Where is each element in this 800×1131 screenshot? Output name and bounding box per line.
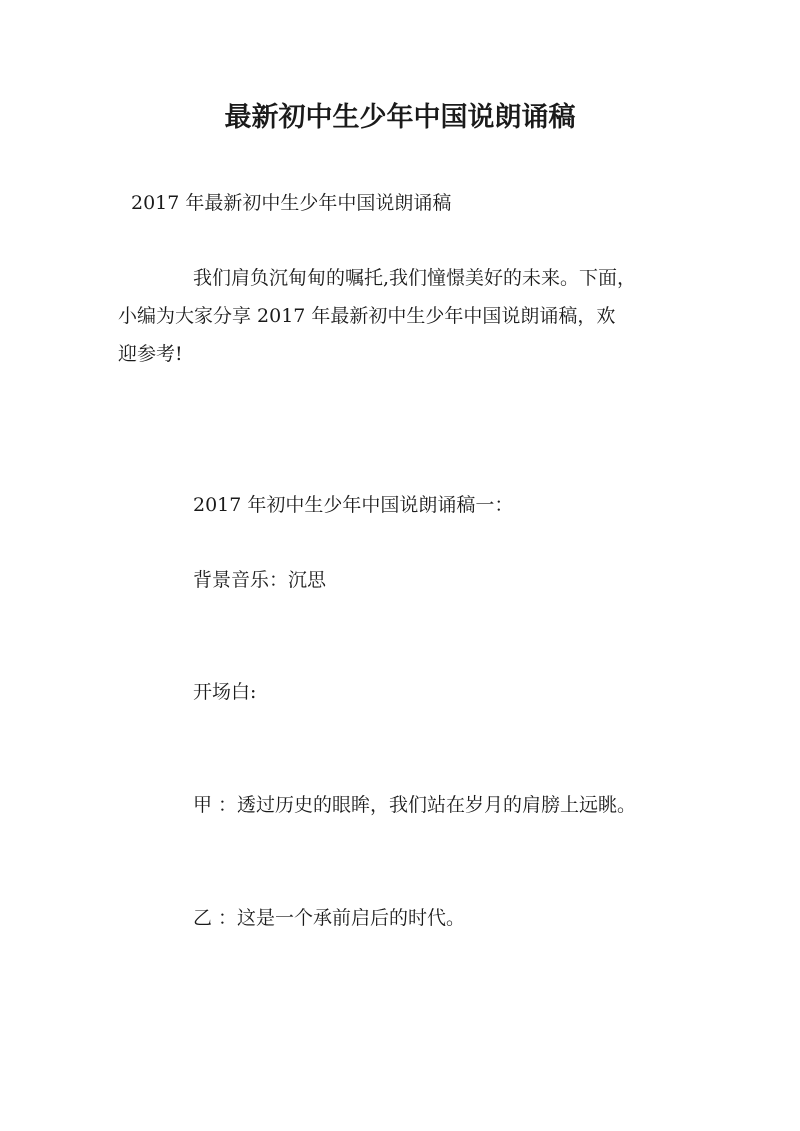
intro-paragraph [118, 259, 688, 373]
dialogue-line-a: 甲 ：透过历史的眼眸，我们站在岁月的肩膀上远眺。 [193, 794, 637, 816]
document-title: 最新初中生少年中国说朗诵稿 [224, 102, 576, 133]
background-music-line: 背景音乐：沉思 [193, 569, 327, 591]
opening-line: 开场白: [193, 681, 257, 703]
intro-line: 迎参考! [118, 343, 183, 365]
intro-line: 我们肩负沉甸甸的嘱托,我们憧憬美好的未来。下面， [193, 267, 637, 289]
intro-line: 小编为大家分享 2017 年最新初中生少年中国说朗诵稿，欢 [118, 305, 616, 327]
document-subtitle: 2017 年最新初中生少年中国说朗诵稿 [131, 192, 452, 214]
section-heading: 2017 年初中生少年中国说朗诵稿一： [193, 494, 514, 516]
dialogue-line-b: 乙 ：这是一个承前启后的时代。 [193, 907, 466, 929]
